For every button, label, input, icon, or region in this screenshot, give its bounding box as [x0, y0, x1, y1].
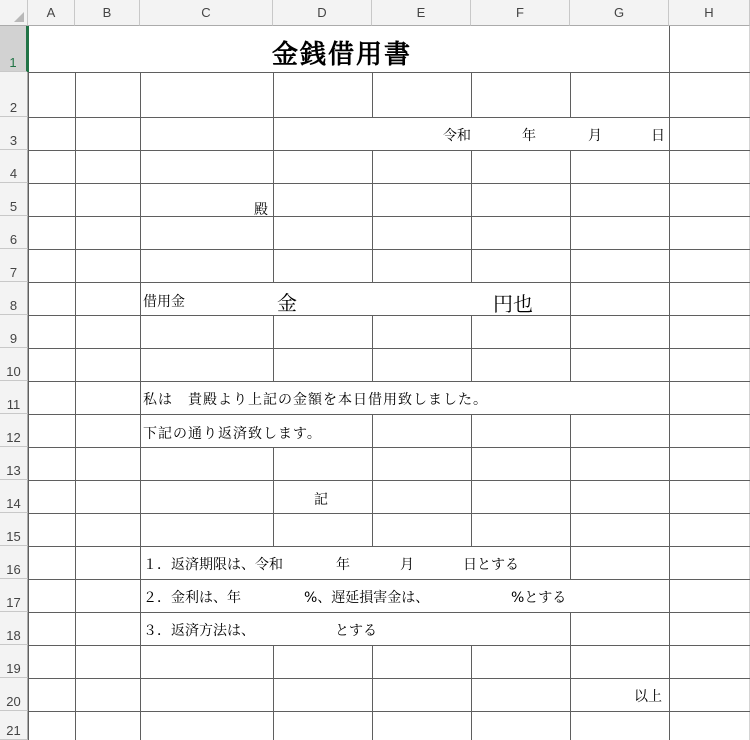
item3-text: ３．返済方法は、 [143, 623, 255, 639]
active-cell-indicator [27, 26, 29, 72]
date-day-label: 日 [651, 128, 665, 144]
grid-line [570, 150, 571, 381]
grid-line [669, 26, 670, 740]
row-header-6[interactable] [0, 216, 28, 249]
row-number: 3 [9, 133, 18, 148]
row-header-8[interactable] [0, 282, 28, 315]
grid-line [28, 282, 750, 283]
row-number: 17 [6, 595, 21, 610]
grid-line [273, 645, 274, 740]
loan-label: 借用金 [143, 294, 185, 310]
item1-year: 年 [336, 557, 350, 573]
row-number: 15 [6, 529, 21, 544]
item1-month: 月 [400, 557, 414, 573]
ki-label: 記 [314, 492, 328, 508]
grid-line [28, 183, 750, 184]
item2-late-fee: %とする [511, 590, 567, 606]
date-year-label: 年 [522, 128, 536, 144]
row-number: 1 [9, 55, 17, 70]
grid-line [471, 645, 472, 740]
column-header-g[interactable]: G [570, 0, 669, 26]
item2-interest: %、遅延損害金は、 [304, 590, 430, 606]
column-header-a[interactable]: A [28, 0, 75, 26]
grid-line [140, 72, 141, 740]
select-all-triangle-icon [14, 12, 24, 22]
row-header-10[interactable] [0, 348, 28, 381]
row-number: 8 [9, 298, 18, 313]
grid-line [28, 381, 750, 382]
grid-line [273, 72, 274, 282]
row-header-16[interactable] [0, 546, 28, 579]
select-all-corner[interactable] [0, 0, 28, 26]
grid-line [75, 72, 76, 740]
grid-line [28, 249, 750, 250]
row-number: 20 [6, 694, 21, 709]
grid-line [28, 480, 750, 481]
row-header-7[interactable] [0, 249, 28, 282]
amount-prefix: 金 [277, 291, 297, 315]
closing-text: 以上 [634, 689, 662, 705]
item2-text: ２．金利は、年 [143, 590, 241, 606]
row-number: 4 [9, 166, 18, 181]
item1-text: １．返済期限は、令和 [143, 557, 283, 573]
grid-line [273, 447, 274, 546]
row-number: 9 [9, 331, 18, 346]
row-header-14[interactable] [0, 480, 28, 513]
row-number: 14 [6, 496, 21, 511]
grid-line [570, 414, 571, 579]
row-number: 10 [6, 364, 21, 379]
grid-line [28, 414, 750, 415]
document-title: 金銭借用書 [272, 40, 413, 70]
amount-suffix: 円也 [493, 292, 533, 316]
row-number: 6 [9, 232, 18, 247]
grid-line [28, 711, 750, 712]
grid-line [28, 315, 750, 316]
row-number: 2 [9, 100, 18, 115]
item1-day: 日とする [463, 557, 519, 573]
row-header-17[interactable] [0, 579, 28, 612]
column-header-b[interactable]: B [75, 0, 140, 26]
grid-line [28, 348, 750, 349]
grid-line [28, 612, 750, 613]
row-number: 16 [6, 562, 21, 577]
column-header-d[interactable]: D [273, 0, 372, 26]
row-header-21[interactable] [0, 711, 28, 740]
grid-line [28, 72, 750, 73]
statement-repay: 下記の通り返済致します。 [143, 426, 322, 442]
grid-line [28, 579, 750, 580]
column-header-f[interactable]: F [471, 0, 570, 26]
row-header-11[interactable] [0, 381, 28, 414]
grid-line [28, 645, 750, 646]
row-number: 19 [6, 661, 21, 676]
column-header-e[interactable]: E [372, 0, 471, 26]
grid-line [28, 513, 750, 514]
row-number: 7 [9, 265, 18, 280]
grid-line [28, 216, 750, 217]
grid-line [570, 612, 571, 740]
grid-line [28, 26, 29, 740]
grid-line [471, 72, 472, 117]
date-month-label: 月 [588, 128, 602, 144]
grid-line [372, 72, 373, 117]
row-header-4[interactable] [0, 150, 28, 183]
item3-suffix: とする [335, 623, 377, 639]
row-header-1[interactable] [0, 26, 28, 72]
statement-borrowed: 私は 貴殿より上記の金額を本日借用致しました。 [143, 392, 488, 408]
grid-line [372, 645, 373, 740]
row-header-12[interactable] [0, 414, 28, 447]
row-header-19[interactable] [0, 645, 28, 678]
row-header-3[interactable] [0, 117, 28, 150]
date-era: 令和 [443, 128, 471, 144]
row-number: 21 [6, 723, 21, 738]
grid-line [28, 546, 750, 547]
row-number: 11 [6, 397, 21, 412]
row-header-13[interactable] [0, 447, 28, 480]
grid-line [28, 117, 750, 118]
column-header-c[interactable]: C [140, 0, 273, 26]
grid-line [28, 678, 750, 679]
grid-line [28, 447, 750, 448]
row-header-2[interactable] [0, 72, 28, 117]
row-number: 13 [6, 463, 21, 478]
row-header-15[interactable] [0, 513, 28, 546]
grid-line [570, 72, 571, 117]
row-number: 12 [6, 430, 21, 445]
grid-line [28, 150, 750, 151]
row-header-20[interactable] [0, 678, 28, 711]
column-header-h[interactable]: H [669, 0, 750, 26]
row-number: 5 [9, 199, 18, 214]
row-header-5[interactable] [0, 183, 28, 216]
row-number: 18 [6, 628, 21, 643]
addressee-suffix: 殿 [254, 202, 268, 218]
row-header-9[interactable] [0, 315, 28, 348]
row-header-18[interactable] [0, 612, 28, 645]
